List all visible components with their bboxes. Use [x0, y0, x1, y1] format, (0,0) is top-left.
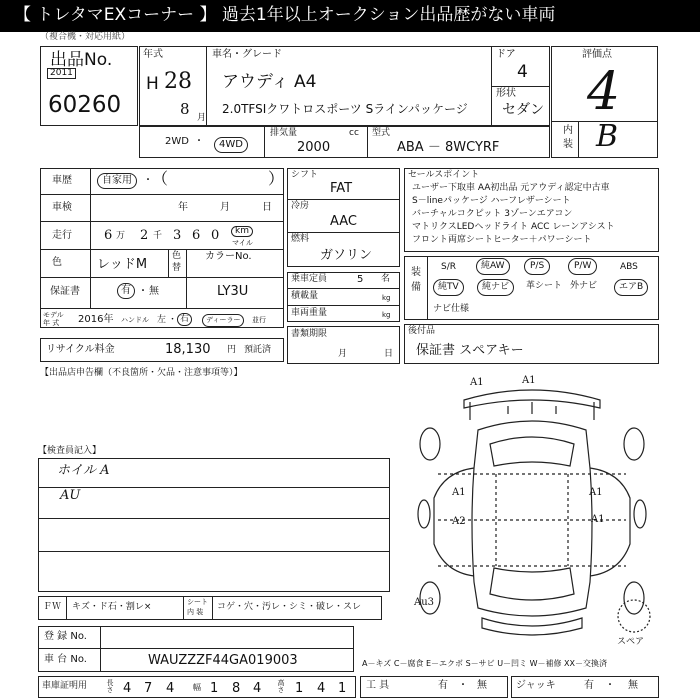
fuel-label: 燃料	[291, 234, 310, 244]
chassis-label: 車 台 No.	[44, 654, 87, 665]
tools-label: 工 具	[366, 680, 390, 691]
cert-width-3: 4	[253, 681, 262, 696]
handle-label: ハンドル	[121, 316, 149, 324]
shift-label: シフト	[291, 170, 319, 180]
year-label: 年式	[143, 49, 163, 60]
model-label: 車名・グレード	[212, 49, 282, 60]
sales-point-line: S－lineパッケージ ハーフレザーシート	[412, 196, 571, 206]
color-code-label: カラーNo.	[205, 251, 252, 262]
info-table	[40, 168, 284, 328]
accessories-value: 保証書 スペアキー	[416, 343, 524, 358]
inspection-month: 月	[220, 202, 230, 213]
cert-length-3: 4	[166, 681, 175, 696]
cert-height-3: 1	[338, 681, 347, 696]
lot-number: 60260	[48, 92, 122, 118]
handle-left: 左	[157, 315, 167, 325]
mileage-sen: 2	[140, 228, 149, 243]
jack-sep: ・	[605, 680, 615, 691]
model-year-label-1: モデル	[43, 311, 64, 319]
recycle-note: 預託済	[244, 345, 272, 355]
mileage-d4: 6	[192, 228, 201, 243]
exterior-items: キズ・ド石・割レ×	[72, 602, 152, 612]
cert-width-2: 8	[232, 681, 241, 696]
equip-tv: 純TV	[433, 279, 464, 296]
tools-sep: ・	[458, 680, 468, 691]
registration-label: 登 録 No.	[44, 631, 87, 642]
weight-unit: kg	[382, 311, 391, 319]
displacement-unit: cc	[349, 128, 359, 138]
aircon-label: 冷房	[291, 201, 310, 211]
interior-label-1: 内	[563, 125, 573, 136]
interior-items: コゲ・穴・汚レ・シミ・破レ・スレ	[217, 602, 362, 612]
equip-pw: P/W	[568, 258, 597, 275]
mileage-man-unit: 万	[116, 231, 126, 241]
mileage-d3: 3	[173, 228, 182, 243]
top-cut-text: （複合機・対応用紙）	[40, 32, 131, 42]
damage-mark: A1	[591, 514, 605, 525]
inspector-box	[38, 458, 390, 592]
equip-navi: 純ナビ	[477, 279, 514, 296]
score-value: 4	[587, 62, 621, 122]
mileage-sen-unit: 千	[153, 231, 163, 241]
damage-mark: A1	[452, 487, 466, 498]
drive-2wd: 2WD	[165, 136, 189, 147]
cert-length-label: 長さ	[106, 679, 114, 693]
doc-deadline-label: 書類期限	[291, 329, 328, 339]
damage-mark: A1	[470, 377, 484, 388]
mileage-d5: 0	[211, 228, 220, 243]
seller-note-label: 【出品店申告欄（不良箇所・欠品・注意事項等）】	[40, 368, 243, 378]
interior-value: B	[596, 119, 619, 154]
cert-height-1: 1	[295, 681, 304, 696]
damage-mark: A1	[522, 375, 536, 386]
spare-label: スペア	[617, 637, 645, 647]
history-value: 自家用	[97, 173, 137, 189]
cert-label: 車庫証明用	[42, 681, 88, 691]
inspection-day: 日	[262, 202, 272, 213]
mileage-man: 6	[104, 228, 113, 243]
type-label: 型式	[372, 128, 391, 138]
shape-value: セダン	[502, 102, 545, 118]
cert-width-label: 幅	[193, 683, 201, 692]
year-month-unit: 月	[197, 113, 207, 123]
damage-mark: Au3	[414, 597, 435, 608]
equip-sr: S/R	[441, 262, 456, 272]
inspector-line-1: ホイル A	[57, 463, 110, 478]
recycle-value: 18,130	[165, 342, 211, 357]
warranty-sep: ・	[138, 286, 148, 297]
load-label: 積載量	[291, 291, 319, 301]
model-grade: 2.0TFSIクワトロスポーツ Sラインパッケージ	[222, 102, 468, 116]
year-era: H	[146, 74, 159, 94]
model-year-label-2: 年 式	[43, 319, 60, 327]
doc-deadline-day: 日	[384, 349, 394, 359]
tools-no: 無	[477, 680, 487, 691]
jack-yes: 有	[584, 680, 594, 691]
inspection-label: 車検	[52, 202, 72, 213]
damage-mark: A2	[452, 516, 466, 527]
aircon-value: AAC	[330, 214, 357, 229]
color-label: 色	[52, 257, 62, 268]
color-code: LY3U	[217, 284, 249, 299]
cert-length-2: 7	[144, 681, 153, 696]
fw-label: ＦＷ	[43, 602, 62, 612]
weight-label: 車両重量	[291, 308, 328, 318]
chassis-value: WAUZZZF44GA019003	[148, 653, 298, 668]
jack-no: 無	[628, 680, 638, 691]
cert-length-1: 4	[123, 681, 132, 696]
sales-point-line: バーチャルコクピット 3ゾーンエアコン	[412, 209, 573, 219]
handle-right: 右	[177, 313, 192, 326]
banner-text: 【 トレタマEXコーナー 】 過去1年以上オークション出品歴がない車両	[14, 5, 556, 25]
cert-width-1: 1	[210, 681, 219, 696]
doors-value: 4	[517, 62, 528, 82]
load-unit: kg	[382, 294, 391, 302]
tools-yes: 有	[438, 680, 448, 691]
lot-code: 2011	[47, 68, 76, 79]
doc-deadline-month: 月	[338, 349, 348, 359]
capacity-unit: 名	[381, 274, 391, 284]
handle-sep: ・	[168, 315, 178, 325]
cert-height-label: 高さ	[277, 679, 285, 693]
sales-point-line: フロント両席シートヒーター＋パワーシート	[412, 235, 592, 245]
warranty-label: 保証書	[50, 286, 80, 297]
equip-airbag: エアB	[614, 279, 648, 296]
warranty-no: 無	[149, 286, 159, 297]
recycle-unit: 円	[227, 345, 237, 355]
capacity-label: 乗車定員	[291, 274, 328, 284]
lot-label: 出品No.	[50, 50, 113, 70]
equipment-label-1: 装	[411, 267, 421, 278]
color-change-2: 替	[172, 263, 182, 273]
seat-label-1: シート	[187, 598, 208, 606]
equip-ps: P/S	[524, 258, 550, 275]
model-year-value: 2016年	[78, 314, 114, 325]
seat-label-2: 内 装	[187, 608, 204, 616]
color-value: レッドM	[97, 257, 148, 272]
equip-abs: ABS	[620, 262, 638, 272]
inspector-label: 【検査員記入】	[38, 446, 102, 456]
history-sep: ・	[143, 175, 153, 186]
year-month: 8	[180, 100, 190, 118]
shape-label: 形状	[496, 88, 516, 99]
mileage-unit-km: km	[231, 226, 253, 237]
sales-point-line: マトリクスLEDヘッドライト ACC レーンアシスト	[412, 222, 615, 232]
doors-label: ドア	[496, 49, 516, 60]
jack-label: ジャッキ	[516, 680, 556, 691]
year-value: 28	[164, 69, 192, 94]
color-change-1: 色	[172, 251, 182, 261]
mileage-unit-mile: マイル	[232, 239, 253, 247]
capacity-value: 5	[357, 274, 364, 285]
model-name: アウディ A4	[222, 72, 317, 92]
inspection-year: 年	[178, 202, 188, 213]
damage-mark: A1	[589, 487, 603, 498]
cert-height-2: 4	[317, 681, 326, 696]
equip-navi-spec: ナビ仕様	[433, 304, 470, 314]
car-damage-diagram	[404, 372, 660, 654]
displacement-value: 2000	[297, 140, 331, 155]
dealer-label: ディーラー	[202, 314, 244, 327]
equip-leather: 革シート	[526, 281, 563, 291]
mileage-label: 走行	[52, 230, 72, 241]
equipment-label-2: 備	[411, 282, 421, 293]
history-label: 車歴	[52, 175, 72, 186]
warranty-yes: 有	[117, 283, 135, 299]
drive-4wd: 4WD	[214, 137, 248, 153]
accessories-label: 後付品	[408, 326, 436, 336]
shift-value: FAT	[330, 181, 353, 196]
import-label: 並行	[252, 316, 266, 324]
recycle-label: リサイクル料金	[46, 344, 115, 355]
score-label: 評価点	[582, 49, 612, 60]
displacement-label: 排気量	[270, 128, 298, 138]
damage-legend: A－キズ C－腐食 E－エクボ S－サビ U－凹ミ W－補修 XX－交換済	[362, 659, 608, 668]
sales-points-label: セールスポイント	[408, 170, 480, 180]
equip-ext-navi: 外ナビ	[570, 281, 598, 291]
fuel-value: ガソリン	[320, 248, 373, 263]
inspector-line-2: AU	[60, 488, 81, 503]
sales-point-line: ユーザー下取車 AA初出品 元アウディ認定中古車	[412, 183, 610, 193]
interior-label-2: 装	[563, 139, 573, 150]
type-value: ABA － 8WCYRF	[397, 140, 500, 155]
equip-aw: 純AW	[476, 258, 510, 275]
drive-sep: ・	[194, 136, 204, 147]
